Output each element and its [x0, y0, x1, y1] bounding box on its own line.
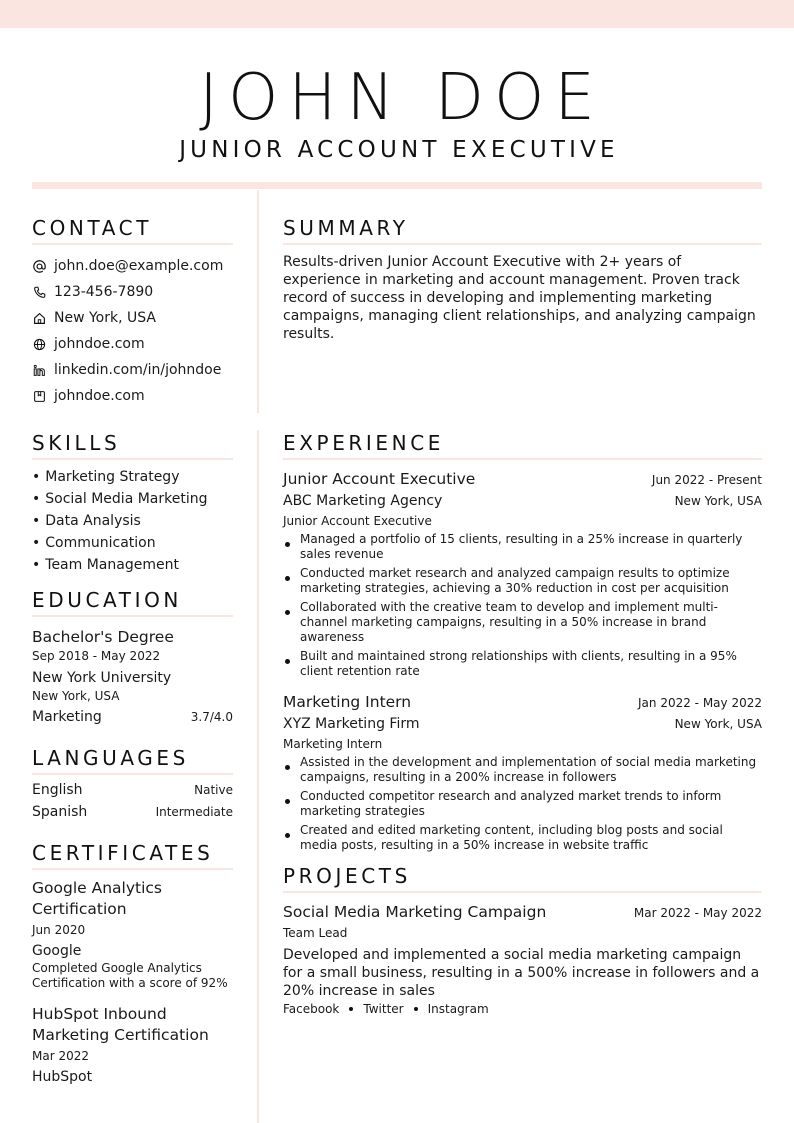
education-field: Marketing [32, 709, 102, 725]
project-header-row [283, 901, 762, 923]
certificate-description: Completed Google Analytics Certification with a score of 92% [32, 961, 228, 990]
contact-section [32, 216, 233, 409]
summary-section [283, 216, 762, 343]
job-bullet: Assisted in the development and implementation of social media marketing campaigns, resulting in a 200% increase in followers [283, 755, 762, 785]
education-dates: Sep 2018 - May 2022 [32, 649, 161, 663]
certificates-heading: CERTIFICATES [32, 841, 233, 870]
job-dates: Jun 2022 - Present [651, 473, 762, 487]
project-role: Team Lead [283, 926, 348, 940]
certificate-issuer: HubSpot [32, 1069, 93, 1085]
linkedin-icon [32, 363, 46, 377]
tag-separator [414, 1007, 418, 1011]
phone-icon [32, 285, 46, 299]
languages-section [32, 746, 233, 826]
contact-email[interactable] [32, 253, 233, 279]
job-bullet: Conducted competitor research and analyzed market trends to inform marketing strategies [283, 789, 762, 819]
job-entry [283, 691, 762, 853]
skills-list [32, 467, 233, 577]
header-divider [32, 182, 762, 189]
contact-list [32, 253, 233, 409]
education-location: New York, USA [32, 689, 120, 703]
skill-item: • Team Management [32, 555, 233, 577]
job-bullet: Collaborated with the creative team to develop and implement multi-channel marketing campaigns, resulting in a 50% increase in brand awareness [283, 600, 762, 645]
certificate-title: Google Analytics Certification [32, 879, 162, 918]
job-company-row [283, 713, 762, 735]
job-dates: Jan 2022 - May 2022 [638, 696, 762, 710]
resume-header [0, 62, 794, 163]
contact-linkedin[interactable] [32, 357, 233, 383]
skills-heading: SKILLS [32, 431, 233, 460]
education-school: New York University [32, 670, 172, 686]
job-entry [283, 468, 762, 679]
summary-text: Results-driven Junior Account Executive with 2+ years of experience in marketing and account management. Proven track record of success in developing and implementing marketing campaigns, managing client relationships, and analyzing campaign results. [283, 254, 756, 342]
project-tag: Instagram [427, 1002, 489, 1016]
certificates-section [32, 841, 233, 1087]
contact-location-text: New York, USA [54, 310, 156, 326]
projects-section [283, 864, 762, 1016]
skill-item: • Data Analysis [32, 511, 233, 533]
job-header-row [283, 468, 762, 490]
project-title: Social Media Marketing Campaign [283, 903, 547, 921]
job-company: ABC Marketing Agency [283, 493, 443, 509]
at-icon [32, 259, 46, 273]
education-field-row [32, 707, 233, 727]
project-tag: Facebook [283, 1002, 340, 1016]
contact-website-text: johndoe.com [54, 336, 145, 352]
certificate-title: HubSpot Inbound Marketing Certification [32, 1005, 209, 1044]
certificate-date: Jun 2020 [32, 923, 86, 937]
experience-heading: EXPERIENCE [283, 431, 762, 460]
education-section [32, 588, 233, 727]
job-bullets [283, 755, 762, 853]
job-company: XYZ Marketing Firm [283, 716, 420, 732]
project-entry [283, 901, 762, 1016]
language-name: English [32, 782, 83, 798]
language-level: Native [194, 783, 233, 797]
top-accent-band [0, 0, 794, 28]
certificate-issuer: Google [32, 943, 82, 959]
job-company-row [283, 490, 762, 512]
job-bullet: Created and edited marketing content, including blog posts and social media posts, resulting in a 50% increase in website traffic [283, 823, 762, 853]
contact-email-text: john.doe@example.com [54, 258, 224, 274]
job-role: Junior Account Executive [283, 514, 432, 528]
education-gpa: 3.7/4.0 [190, 710, 233, 724]
portfolio-icon [32, 389, 46, 403]
job-location: New York, USA [674, 717, 762, 731]
skills-section [32, 431, 233, 577]
contact-website[interactable] [32, 331, 233, 357]
job-header-row [283, 691, 762, 713]
candidate-title: JUNIOR ACCOUNT EXECUTIVE [179, 137, 619, 163]
certificate-date: Mar 2022 [32, 1049, 89, 1063]
language-row [32, 804, 233, 826]
column-divider-bottom [257, 430, 259, 1123]
language-name: Spanish [32, 804, 88, 820]
job-title: Junior Account Executive [283, 470, 476, 488]
job-bullet: Managed a portfolio of 15 clients, resulting in a 25% increase in quarterly sales revenue [283, 532, 762, 562]
certificate-item [32, 1004, 233, 1087]
project-dates: Mar 2022 - May 2022 [633, 906, 762, 920]
job-bullet: Conducted market research and analyzed campaign results to optimize marketing strategies, achieving a 30% reduction in cost per acquisition [283, 566, 762, 596]
experience-section [283, 431, 762, 857]
summary-heading: SUMMARY [283, 216, 762, 245]
tag-separator [349, 1007, 353, 1011]
candidate-name: JOHN DOE [199, 61, 605, 135]
job-bullet: Built and maintained strong relationships with clients, resulting in a 95% client retention rate [283, 649, 762, 679]
contact-location [32, 305, 233, 331]
home-icon [32, 311, 46, 325]
language-row [32, 782, 233, 804]
column-divider-top [257, 190, 259, 413]
project-tags [283, 1002, 762, 1016]
job-location: New York, USA [674, 494, 762, 508]
contact-portfolio[interactable] [32, 383, 233, 409]
skill-item: • Communication [32, 533, 233, 555]
job-role: Marketing Intern [283, 737, 383, 751]
education-degree: Bachelor's Degree [32, 628, 174, 646]
contact-phone[interactable] [32, 279, 233, 305]
projects-heading: PROJECTS [283, 864, 762, 893]
skill-item: • Marketing Strategy [32, 467, 233, 489]
skill-item: • Social Media Marketing [32, 489, 233, 511]
contact-linkedin-text: linkedin.com/in/johndoe [54, 362, 222, 378]
certificate-item [32, 878, 233, 991]
project-tag: Twitter [363, 1002, 404, 1016]
contact-portfolio-text: johndoe.com [54, 388, 145, 404]
project-description: Developed and implemented a social media marketing campaign for a small business, resulting in a 500% increase in followers and a 20% increase in sales [283, 947, 760, 999]
language-level: Intermediate [155, 805, 233, 819]
contact-heading: CONTACT [32, 216, 233, 245]
job-bullets [283, 532, 762, 679]
languages-list [32, 782, 233, 826]
job-title: Marketing Intern [283, 693, 412, 711]
languages-heading: LANGUAGES [32, 746, 233, 775]
globe-icon [32, 337, 46, 351]
education-heading: EDUCATION [32, 588, 233, 617]
contact-phone-text: 123-456-7890 [54, 284, 154, 300]
